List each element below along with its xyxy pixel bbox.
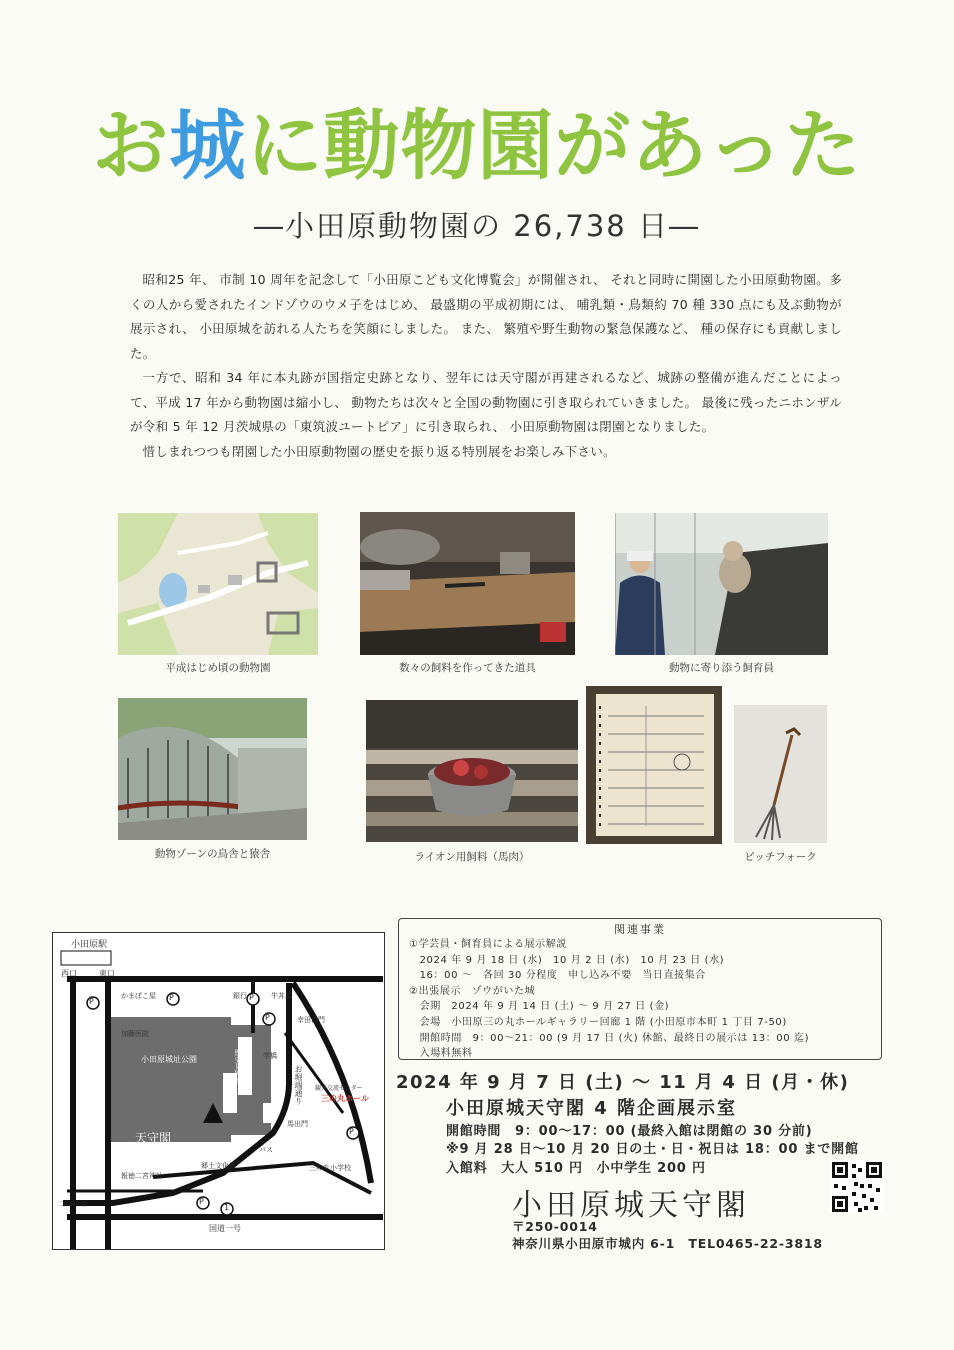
events-line: 会場 小田原三の丸ホールギャラリー回廊 1 階 (小田原市本町 1 丁目 7-50) [409, 1016, 787, 1028]
map-label-kokura-gate: 幸田口門 [297, 1016, 325, 1024]
exhibition-dates: 2024 年 9 月 7 日 (土) ～ 11 月 4 日 (月・休) [396, 1072, 850, 1093]
photo-keeper [615, 513, 828, 655]
map-label-bank: 銀行 [233, 992, 247, 1000]
map-label-ninomiya: 二宮神社前 [57, 1201, 88, 1208]
access-map [52, 932, 385, 1250]
map-label-sannomaru: 三の丸ホール [321, 1094, 369, 1103]
events-line: 入場料無料 [409, 1048, 473, 1060]
intro-text [130, 268, 842, 464]
photo-aviary [118, 698, 307, 840]
parking-icon: P [89, 997, 94, 1006]
map-label-gakkyo: 学橋 [263, 1052, 277, 1060]
events-line: 2024 年 9 月 18 日 (水) 10 月 2 日 (水) 10 月 23 日 (水) [409, 954, 725, 966]
parking-icon: P [249, 993, 254, 1002]
map-label-hotoku: 報徳二宮神社 [121, 1172, 163, 1180]
intro-paragraph-2: 一方で、昭和 34 年に本丸跡が国指定史跡となり、翌年には天守閣が再建されるなど、城跡の整備が進んだことによって、平成 17 年から動物園は縮小し、 動物たちは次々と全国の動物園に引き取られていきました。 最後に残ったニホンザルが令和 5 年 12 月茨城県の「東筑波ユートピア」に引き取られ、 小田原動物園は閉園となりました。 [130, 370, 842, 434]
events-line: ②出張展示 ゾウがいた城 [409, 985, 536, 997]
map-label-umadashi: 馬出門 [287, 1120, 308, 1128]
route-number-icon: 1 [224, 1203, 230, 1212]
exhibition-hours: 開館時間 9：00～17：00 (最終入館は閉館の 30 分前) [446, 1124, 813, 1139]
photo-caption: ライオン用飼料（馬肉） [414, 851, 530, 863]
intro-paragraph-3: 惜しまれつつも閉園した小田原動物園の歴史を振り返る特別展をお楽しみ下さい。 [142, 443, 616, 459]
parking-icon: P [169, 993, 174, 1002]
parking-icon: P [265, 1013, 270, 1022]
page-title [0, 96, 954, 196]
map-label-oshi: お堀端通り [294, 1065, 303, 1105]
parking-icon: P [199, 1197, 204, 1206]
photo-zoo-map [118, 513, 318, 655]
organizer-address: 神奈川県小田原市城内 6-1 TEL0465-22-3818 [512, 1236, 823, 1251]
title-part-rest: に動物園があった [246, 101, 862, 190]
title-part-castle: 城 [169, 101, 247, 190]
map-label-tokiwagi: 常盤木門 [226, 1075, 236, 1111]
photo-caption: 動物ゾーンの鳥舎と猿舎 [154, 848, 271, 860]
photo-pitchfork [734, 705, 827, 843]
events-line: ①学芸員・飼育員による展示解説 [409, 939, 567, 950]
organizer-name: 小田原城天守閣 [512, 1188, 750, 1223]
map-label-kanbe: 郷土文化館 [201, 1162, 236, 1170]
events-line: 開館時間 9：00～21：00 (9 月 17 日 (火) 休館、最終日の展示は 13：00 迄) [409, 1032, 810, 1044]
map-label-east-exit: 東口 [99, 969, 115, 978]
photo-record-document [586, 686, 722, 844]
parking-icon: P [349, 1127, 354, 1136]
photo-caption: ピッチフォーク [744, 851, 817, 863]
intro-paragraph-1: 昭和25 年、 市制 10 周年を記念して「小田原こども文化博覧会」が開催され、 それと同時に開園した小田原動物園。多くの人から愛されたインドゾウのウメ子をはじめ、 最盛期の平成初期には、 哺乳類・鳥類約 70 種 330 点にも及ぶ動物が展示され、 小田原城を訪れる人たちを笑顔にしました。 また、 繁殖や野生動物の緊急保護など、 種の保存にも貢献しました。 [130, 272, 842, 361]
page-subtitle: ―小田原動物園の 26,738 日― [254, 209, 700, 243]
map-label-park: 小田原城址公園 [141, 1055, 197, 1064]
map-label-kamaboko: かまぼこ屋 [121, 992, 156, 1000]
map-label-school: 三の丸小学校 [309, 1164, 351, 1172]
exhibition-fee: 入館料 大人 510 円 小中学生 200 円 [446, 1161, 706, 1176]
events-lines [409, 937, 809, 1062]
photo-lion-feed [366, 700, 578, 842]
map-label-tenshu: 天守閣 [135, 1131, 172, 1145]
photo-caption: 動物に寄り添う飼育員 [669, 662, 774, 674]
map-label-route1: 国道一号 [209, 1224, 241, 1233]
events-line: 会期 2024 年 9 月 14 日 (土) ～ 9 月 27 日 (金) [409, 1001, 670, 1013]
related-events-box [398, 918, 882, 1060]
map-label-bus: バス [259, 1146, 273, 1154]
map-label-museum: 歴史見聞館 [234, 1049, 242, 1084]
map-label-gyudon: 牛丼屋 [271, 992, 292, 1000]
exhibition-note: ※9 月 28 日～10 月 20 日の土・日・祝日は 18：00 まで開館 [446, 1142, 859, 1157]
photo-feed-tools [360, 512, 575, 655]
organizer-postal: 〒250-0014 [512, 1219, 598, 1234]
photo-caption: 平成はじめ頃の動物園 [165, 662, 271, 674]
exhibition-venue: 小田原城天守閣 4 階企画展示室 [446, 1098, 738, 1119]
qr-code-icon[interactable] [830, 1160, 884, 1214]
events-line: 16：00 ～ 各回 30 分程度 申し込み不要 当日直接集合 [409, 970, 706, 982]
map-label-kanko: 観光交流センター [315, 1085, 363, 1092]
title-part-o: お [92, 101, 170, 190]
events-heading: 関連事業 [614, 923, 666, 936]
photo-caption: 数々の飼料を作ってきた道具 [399, 662, 536, 674]
map-label-west-exit: 西口 [61, 969, 77, 978]
map-label-kato: 加藤医院 [121, 1030, 149, 1038]
map-label-station: 小田原駅 [71, 940, 108, 950]
